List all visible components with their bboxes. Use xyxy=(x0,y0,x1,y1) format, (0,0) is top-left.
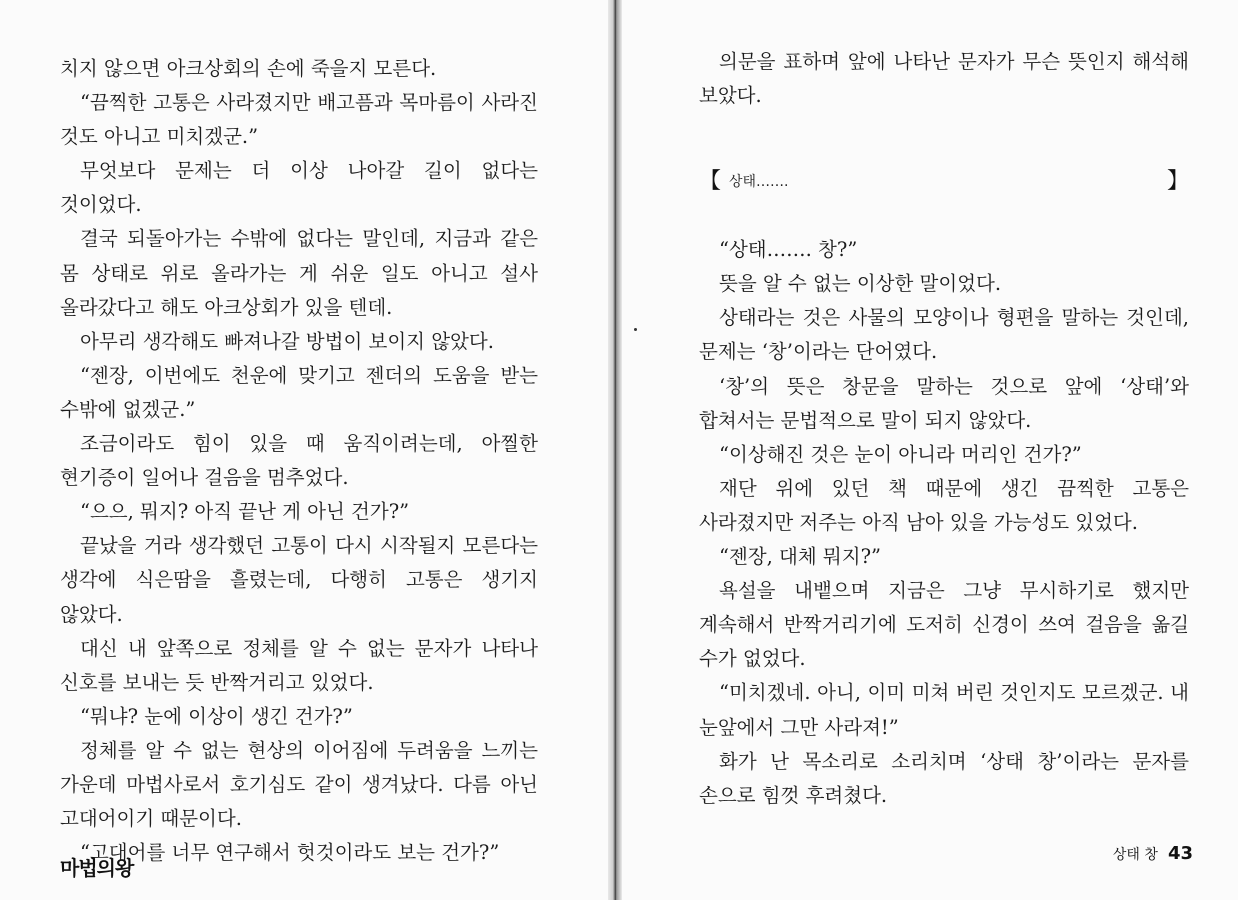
page-footer xyxy=(1113,843,1193,864)
paragraph: 조금이라도 힘이 있을 때 움직이려는데, 아찔한 현기증이 일어나 걸음을 멈추었다. xyxy=(60,432,538,490)
paragraph: 아무리 생각해도 빠져나갈 방법이 보이지 않았다. xyxy=(80,329,494,353)
paragraph: 재단 위에 있던 책 때문에 생긴 끔찍한 고통은 사라졌지만 저주는 아직 남아 있을 가능성도 있었다. xyxy=(699,476,1189,534)
book-title-footer: 마법의왕 xyxy=(60,856,134,880)
paragraph: 뜻을 알 수 없는 이상한 말이었다. xyxy=(719,272,1002,296)
left-page xyxy=(0,0,608,900)
right-page-body xyxy=(699,45,1189,813)
status-window-box xyxy=(699,169,1189,195)
paragraph: 정체를 알 수 없는 현상의 이어짐에 두려움을 느끼는 가운데 마법사로서 호기심도 같이 생겨났다. 다름 아닌 고대어이기 때문이다. xyxy=(60,738,538,831)
paragraph: 욕설을 내뱉으며 지금은 그냥 무시하기로 했지만 계속해서 반짝거리기에 도저히 신경이 쓰여 걸음을 옮길 수가 없었다. xyxy=(699,579,1189,671)
page-number: 43 xyxy=(1167,843,1193,864)
bracket-close: 】 xyxy=(1166,169,1189,195)
paragraph: “으으, 뭐지? 아직 끝난 게 아닌 건가?” xyxy=(80,500,410,524)
paragraph: ‘창’의 뜻은 창문을 말하는 것으로 앞에 ‘상태’와 합쳐서는 문법적으로 말이 되지 않았다. xyxy=(699,374,1189,432)
paragraph: “젠장, 대체 뭐지?” xyxy=(719,545,882,569)
paragraph: 무엇보다 문제는 더 이상 나아갈 길이 없다는 것이었다. xyxy=(60,159,538,217)
spacer xyxy=(699,195,1189,233)
paragraph: “뭐냐? 눈에 이상이 생긴 건가?” xyxy=(80,704,353,728)
paragraph: 상태라는 것은 사물의 모양이나 형편을 말하는 것인데, 문제는 ‘창’이라는 단어였다. xyxy=(699,306,1189,364)
right-page xyxy=(622,0,1238,900)
paragraph: 결국 되돌아가는 수밖에 없다는 말인데, 지금과 같은 몸 상태로 위로 올라가는 게 쉬운 일도 아니고 설사 올라갔다고 해도 아크상회가 있을 텐데. xyxy=(60,227,538,319)
paragraph: 의문을 표하며 앞에 나타난 문자가 무슨 뜻인지 해석해 보았다. xyxy=(699,50,1189,108)
book-gutter xyxy=(608,0,622,900)
running-head: 상태 창 xyxy=(1112,847,1158,863)
print-speck xyxy=(634,328,637,331)
paragraph: 화가 난 목소리로 소리치며 ‘상태 창’이라는 문자를 손으로 힘껏 후려쳤다. xyxy=(699,749,1189,807)
left-page-body xyxy=(60,52,538,870)
paragraph: 대신 내 앞쪽으로 정체를 알 수 없는 문자가 나타나 신호를 보내는 듯 반짝거리고 있었다. xyxy=(60,636,538,694)
paragraph: “상태……. 창?” xyxy=(719,238,858,262)
paragraph: “미치겠네. 아니, 이미 미쳐 버린 것인지도 모르겠군. 내 눈앞에서 그만 사라져!” xyxy=(699,681,1189,739)
paragraph: 치지 않으면 아크상회의 손에 죽을지 모른다. xyxy=(60,57,437,80)
spacer xyxy=(699,113,1189,169)
paragraph: “이상해진 것은 눈이 아니라 머리인 건가?” xyxy=(719,442,1082,466)
paragraph: 끝났을 거라 생각했던 고통이 다시 시작될지 모른다는 생각에 식은땀을 흘렸는데, 다행히 고통은 생기지 않았다. xyxy=(60,534,538,626)
bracket-open: 【 xyxy=(699,169,722,195)
paragraph: “젠장, 이번에도 천운에 맞기고 젠더의 도움을 받는 수밖에 없겠군.” xyxy=(60,363,538,421)
paragraph: “고대어를 너무 연구해서 헛것이라도 보는 건가?” xyxy=(80,841,500,865)
paragraph: “끔찍한 고통은 사라졌지만 배고픔과 목마름이 사라진 것도 아니고 미치겠군.” xyxy=(60,91,538,149)
status-window-text: 상태……. xyxy=(729,174,789,191)
